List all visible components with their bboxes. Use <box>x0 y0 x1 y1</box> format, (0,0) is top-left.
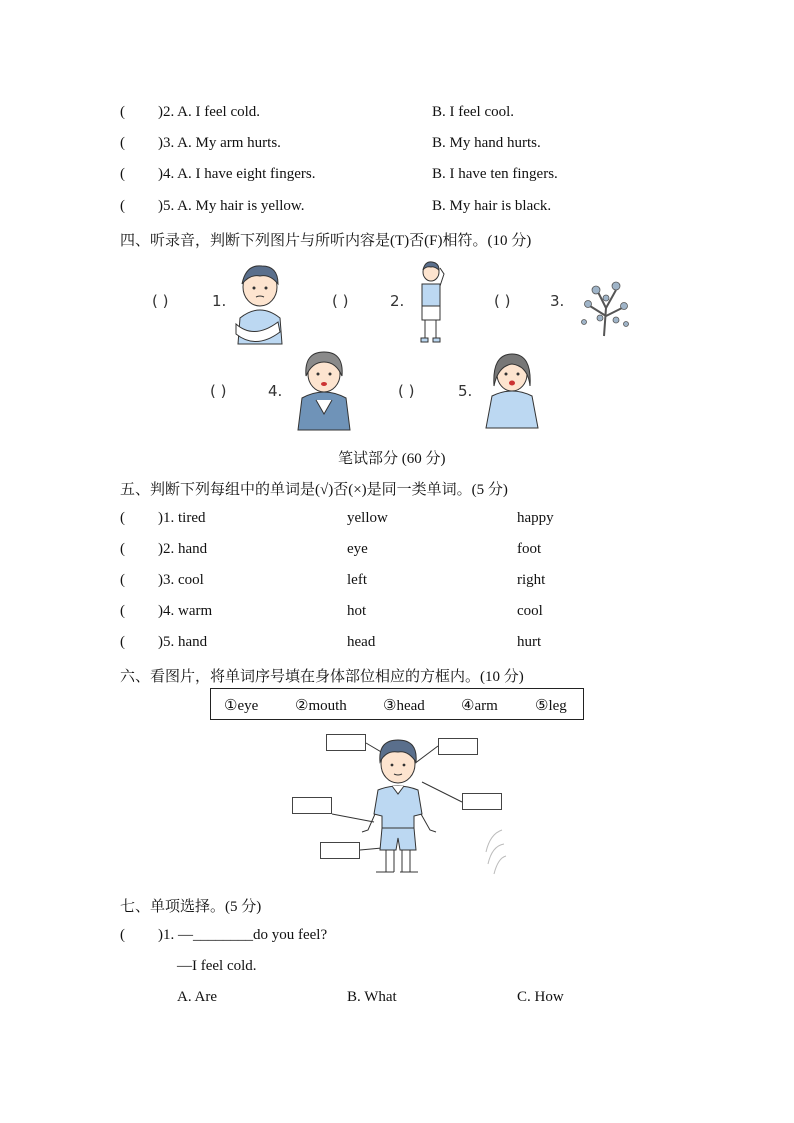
answer-paren[interactable]: ( <box>120 603 125 619</box>
word-2: left <box>347 572 367 588</box>
answer-paren[interactable]: ( ) <box>398 382 415 400</box>
written-section-title: 笔试部分 (60 分) <box>338 451 446 467</box>
answer-paren[interactable]: ( ) <box>332 292 349 310</box>
option-a[interactable]: A. Are <box>177 989 217 1005</box>
answer-paren[interactable]: ( <box>120 135 125 151</box>
word-2: yellow <box>347 510 388 526</box>
girl-cold-image <box>294 348 354 430</box>
option-b: B. I have ten fingers. <box>432 166 558 182</box>
question-stem: )1. —________do you feel? <box>158 927 328 943</box>
option-b[interactable]: B. What <box>347 989 397 1005</box>
word-1: )5. hand <box>158 634 208 650</box>
answer-paren[interactable]: ( <box>120 572 125 588</box>
answer-paren[interactable]: ( ) <box>210 382 227 400</box>
section4-title: 四、听录音，判断下列图片与所听内容是(T)否(F)相符。(10 分) <box>120 233 532 249</box>
option-a: )4. A. I have eight fingers. <box>158 166 316 182</box>
answer-paren[interactable]: ( <box>120 634 125 650</box>
answer-paren[interactable]: ( <box>120 927 125 943</box>
answer-paren[interactable]: ( ) <box>494 292 511 310</box>
boy-injured-arm-image <box>234 262 286 344</box>
item-number: 1. <box>212 292 227 310</box>
option-b: B. I feel cool. <box>432 104 515 120</box>
word-bank-item: ④arm <box>461 698 498 714</box>
word-1: )4. warm <box>158 603 213 619</box>
item-number: 5. <box>458 382 473 400</box>
option-b: B. My hand hurts. <box>432 135 541 151</box>
section6-title: 六、看图片，将单词序号填在身体部位相应的方框内。(10 分) <box>120 669 524 685</box>
item-number: 4. <box>268 382 283 400</box>
option-c[interactable]: C. How <box>517 989 564 1005</box>
word-1: )1. tired <box>158 510 206 526</box>
word-3: right <box>517 572 546 588</box>
answer-paren[interactable]: ( <box>120 510 125 526</box>
option-a: )2. A. I feel cold. <box>158 104 261 120</box>
word-bank <box>210 688 584 720</box>
boy-touching-head-image <box>416 260 446 344</box>
word-bank-item: ⑤leg <box>535 698 567 714</box>
snowy-tree-image <box>576 268 634 336</box>
word-1: )3. cool <box>158 572 204 588</box>
word-2: head <box>347 634 376 650</box>
item-number: 2. <box>390 292 405 310</box>
answer-paren[interactable]: ( <box>120 166 125 182</box>
word-3: happy <box>517 510 554 526</box>
answer-paren[interactable]: ( ) <box>152 292 169 310</box>
word-2: hot <box>347 603 367 619</box>
boy-body-diagram <box>290 734 520 882</box>
answer-paren[interactable]: ( <box>120 541 125 557</box>
word-bank-item: ③head <box>383 698 425 714</box>
word-3: foot <box>517 541 542 557</box>
word-bank-item: ①eye <box>224 698 259 714</box>
word-bank-item: ②mouth <box>295 698 347 714</box>
item-number: 3. <box>550 292 565 310</box>
word-3: hurt <box>517 634 542 650</box>
word-2: eye <box>347 541 368 557</box>
word-3: cool <box>517 603 543 619</box>
answer-paren[interactable]: ( <box>120 198 125 214</box>
question-reply: —I feel cold. <box>177 958 257 974</box>
option-b: B. My hair is black. <box>432 198 552 214</box>
section7-title: 七、单项选择。(5 分) <box>120 899 262 915</box>
section5-title: 五、判断下列每组中的单词是(√)否(×)是同一类单词。(5 分) <box>120 482 508 498</box>
option-a: )5. A. My hair is yellow. <box>158 198 305 214</box>
answer-paren[interactable]: ( <box>120 104 125 120</box>
girl-hurt-image <box>484 350 540 428</box>
word-1: )2. hand <box>158 541 208 557</box>
option-a: )3. A. My arm hurts. <box>158 135 281 151</box>
